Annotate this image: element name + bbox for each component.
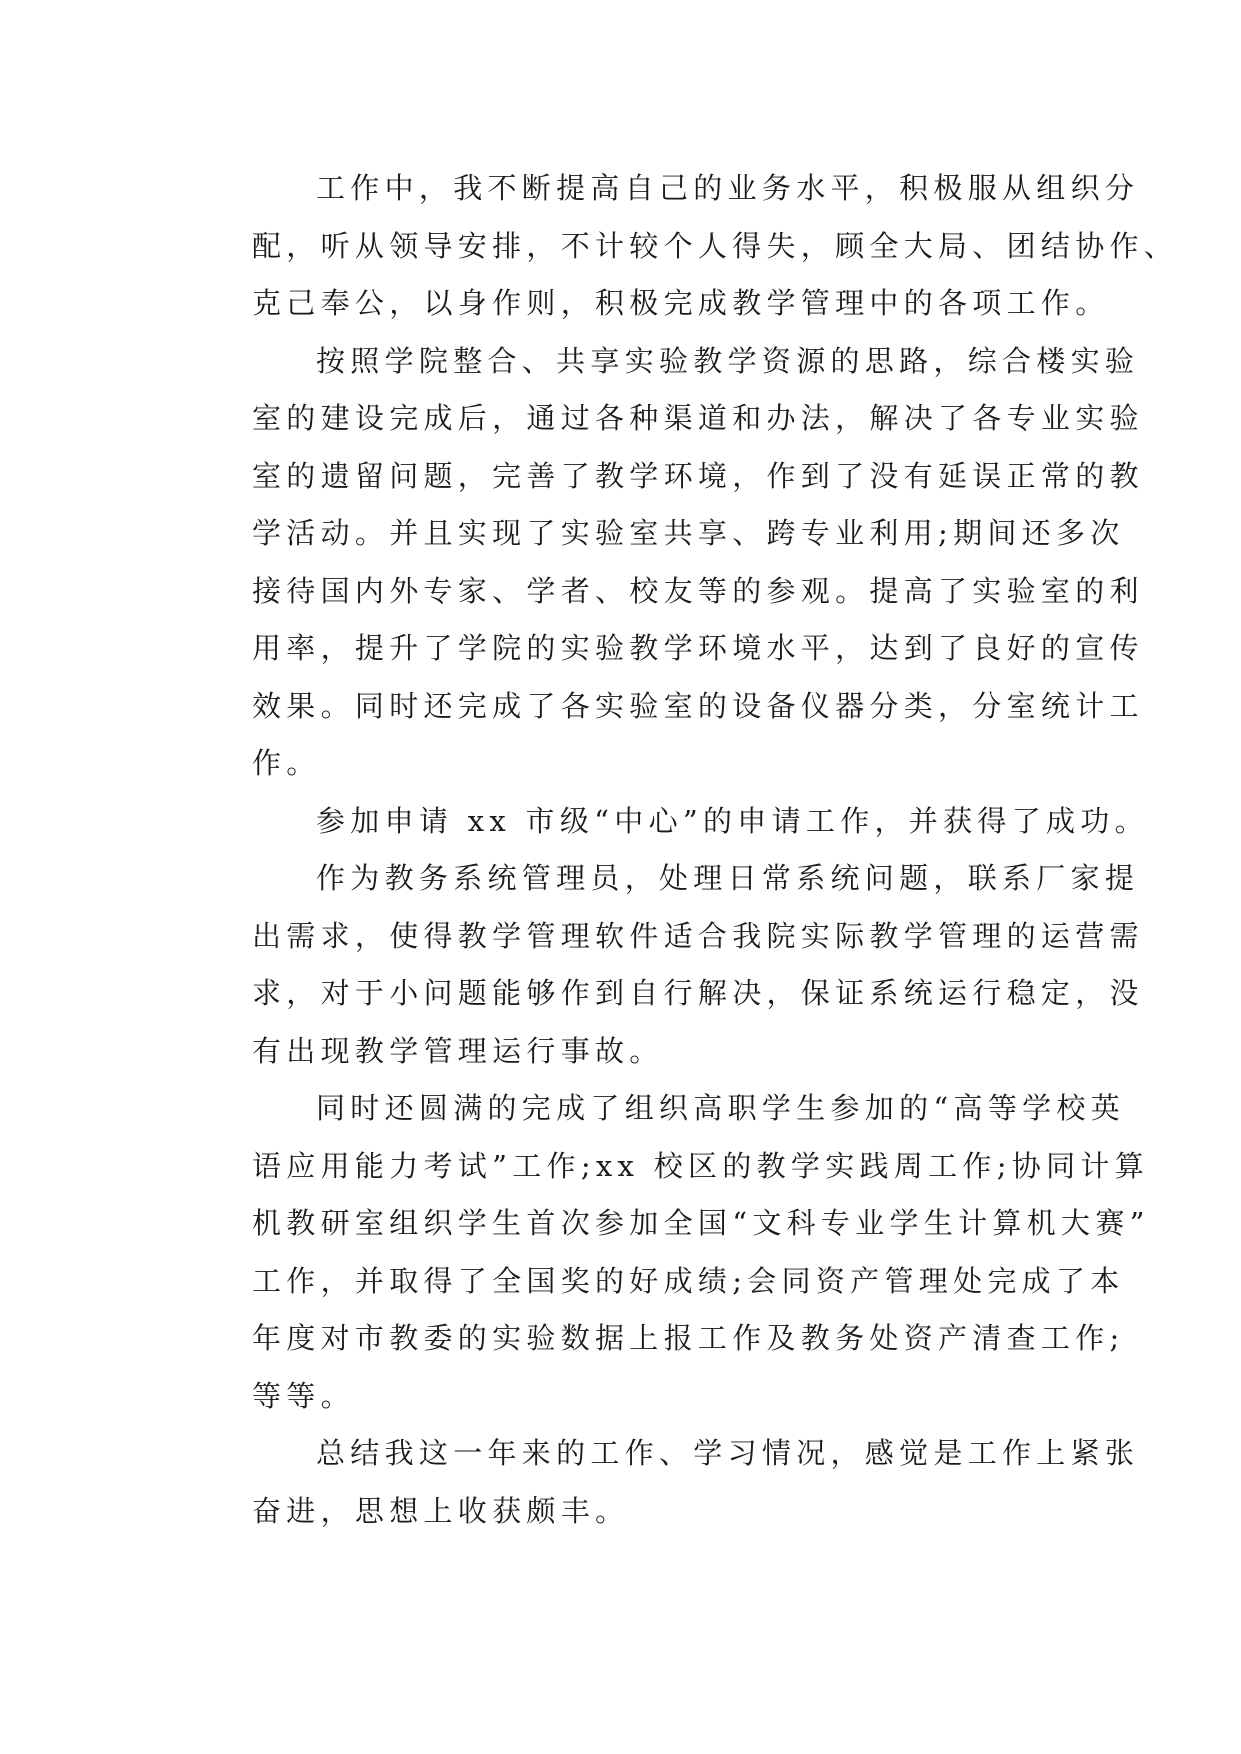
text-line: 工作中，我不断提高自己的业务水平，积极服从组织分 (316, 171, 1140, 205)
text-line: 克己奉公，以身作则，积极完成教学管理中的各项工作。 (252, 286, 1110, 320)
text-line: 奋进，思想上收获颇丰。 (252, 1493, 630, 1528)
text-line: 语应用能力考试”工作;xx 校区的教学实践周工作;协同计算 (252, 1148, 1149, 1183)
text-line: 按照学院整合、共享实验教学资源的思路，综合楼实验 (316, 343, 1140, 378)
text-line: 总结我这一年来的工作、学习情况，感觉是工作上紧张 (316, 1436, 1140, 1470)
text-line: 作为教务系统管理员，处理日常系统问题，联系厂家提 (316, 861, 1140, 895)
text-line: 机教研室组织学生首次参加全国“文科专业学生计算机大赛” (252, 1206, 1150, 1240)
text-line: 同时还圆满的完成了组织高职学生参加的“高等学校英 (316, 1091, 1126, 1125)
text-line: 作。 (252, 746, 321, 780)
text-line: 用率，提升了学院的实验教学环境水平，达到了良好的宣传 (252, 631, 1144, 665)
document-body (188, 160, 1179, 1540)
text-line: 等等。 (252, 1378, 355, 1413)
text-line: 效果。同时还完成了各实验室的设备仪器分类，分室统计工 (252, 688, 1144, 723)
paragraph-2 (188, 333, 1144, 793)
text-line: 室的遗留问题，完善了教学环境，作到了没有延误正常的教 (252, 458, 1144, 493)
text-line: 年度对市教委的实验数据上报工作及教务处资产清查工作; (252, 1321, 1125, 1355)
text-line: 求，对于小问题能够作到自行解决，保证系统运行稳定，没 (252, 976, 1144, 1010)
text-line: 出需求，使得教学管理软件适合我院实际教学管理的运营需 (252, 918, 1144, 953)
paragraph-5 (188, 1080, 1150, 1425)
text-line: 配，听从领导安排，不计较个人得失，顾全大局、团结协作、 (252, 228, 1179, 263)
paragraph-3 (188, 793, 1149, 851)
paragraph-6 (188, 1425, 1140, 1540)
text-line: 学活动。并且实现了实验室共享、跨专业利用;期间还多次 (252, 516, 1125, 550)
paragraph-1 (188, 160, 1179, 333)
text-line: 接待国内外专家、学者、校友等的参观。提高了实验室的利 (252, 573, 1144, 608)
text-line: 参加申请 xx 市级“中心”的申请工作，并获得了成功。 (316, 803, 1149, 838)
text-line: 室的建设完成后，通过各种渠道和办法，解决了各专业实验 (252, 401, 1144, 435)
text-line: 有出现教学管理运行事故。 (252, 1033, 664, 1068)
text-line: 工作，并取得了全国奖的好成绩;会同资产管理处完成了本 (252, 1263, 1125, 1298)
paragraph-4 (188, 850, 1144, 1080)
